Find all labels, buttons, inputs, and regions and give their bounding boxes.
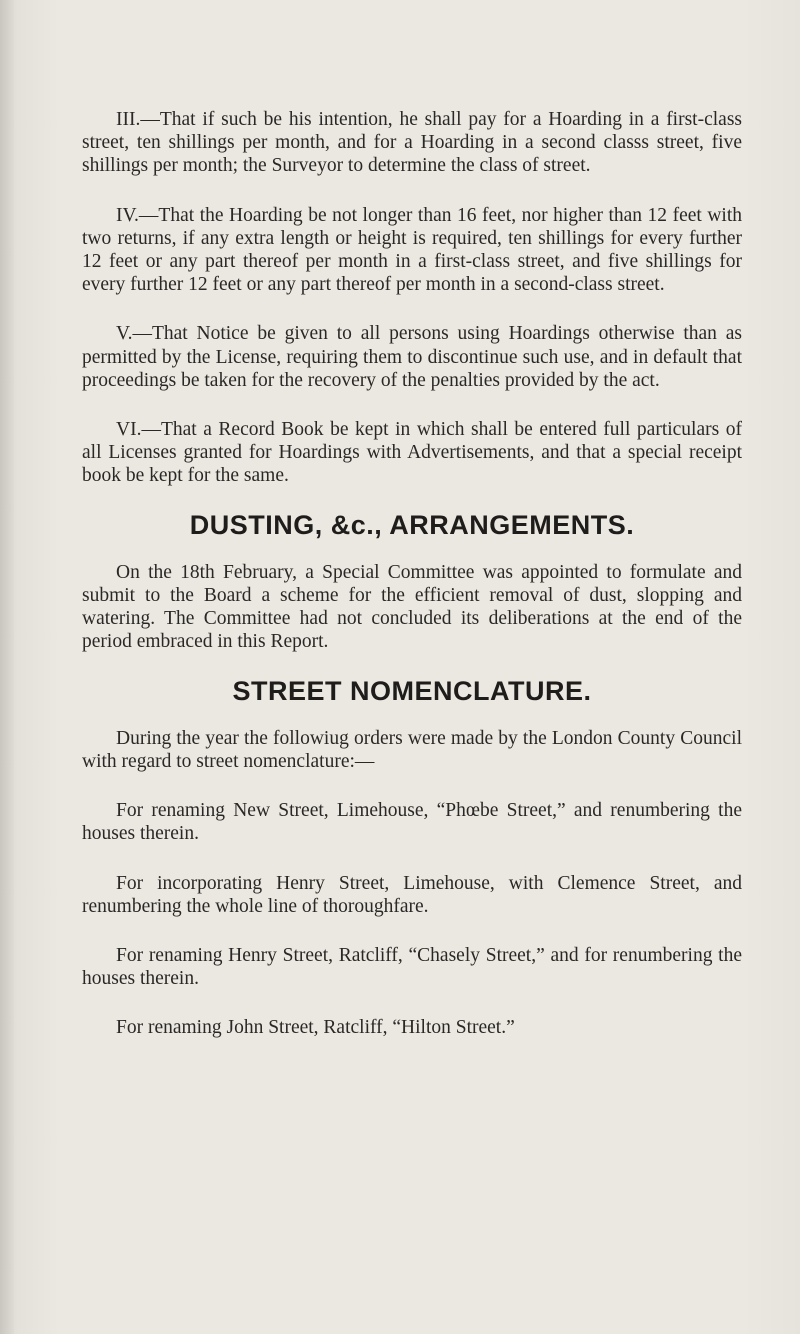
clause-vi-paragraph: VI.—That a Record Book be kept in which shall be entered full particulars of all Licenses granted for Hoardings with Advertisements, and that a special receipt book be kept for the same.: [82, 419, 742, 487]
dusting-arrangements-heading: DUSTING, &c., ARRANGEMENTS.: [189, 509, 635, 540]
street-order-paragraph: For renaming New Street, Limehouse, “Phœbe Street,” and renumbering the houses therein.: [82, 800, 742, 845]
street-order-paragraph: For renaming John Street, Ratcliff, “Hilton Street.”: [116, 1017, 515, 1039]
clause-iv-paragraph: IV.—That the Hoarding be not longer than 16 feet, nor higher than 12 feet with two returns, if any extra length or height is required, ten shillings for every further 12 feet or any part thereof per month in a first-class street, and five shillings for every further 12 feet or any part thereof per month in a second-class street.: [82, 204, 742, 296]
clause-iii-paragraph: III.—That if such be his intention, he shall pay for a Hoarding in a first-class street, ten shillings per month, and for a Hoarding in a second classs street, five shillings per month; the Surveyor to determine the class of street.: [82, 109, 742, 177]
street-nomenclature-heading: STREET NOMENCLATURE.: [232, 675, 592, 706]
dusting-paragraph: On the 18th February, a Special Committee was appointed to formulate and submit to the Board a scheme for the efficient removal of dust, slopping and watering. The Committee had not concluded its deliberations at the end of the period embraced in this Report.: [82, 561, 742, 653]
street-order-paragraph: For renaming Henry Street, Ratcliff, “Chasely Street,” and for renumbering the houses therein.: [82, 945, 742, 990]
page-content: [82, 108, 742, 1066]
clause-v-paragraph: V.—That Notice be given to all persons using Hoardings otherwise than as permitted by the License, requiring them to discontinue such use, and in default that proceedings be taken for the recovery of the penalties provided by the act.: [82, 323, 742, 391]
page-binding-edge: [0, 0, 14, 1334]
street-order-paragraph: For incorporating Henry Street, Limehouse, with Clemence Street, and renumbering the whole line of thoroughfare.: [82, 872, 742, 917]
street-intro-paragraph: During the year the followiug orders were made by the London County Council with regard to street nomenclature:—: [82, 727, 742, 773]
